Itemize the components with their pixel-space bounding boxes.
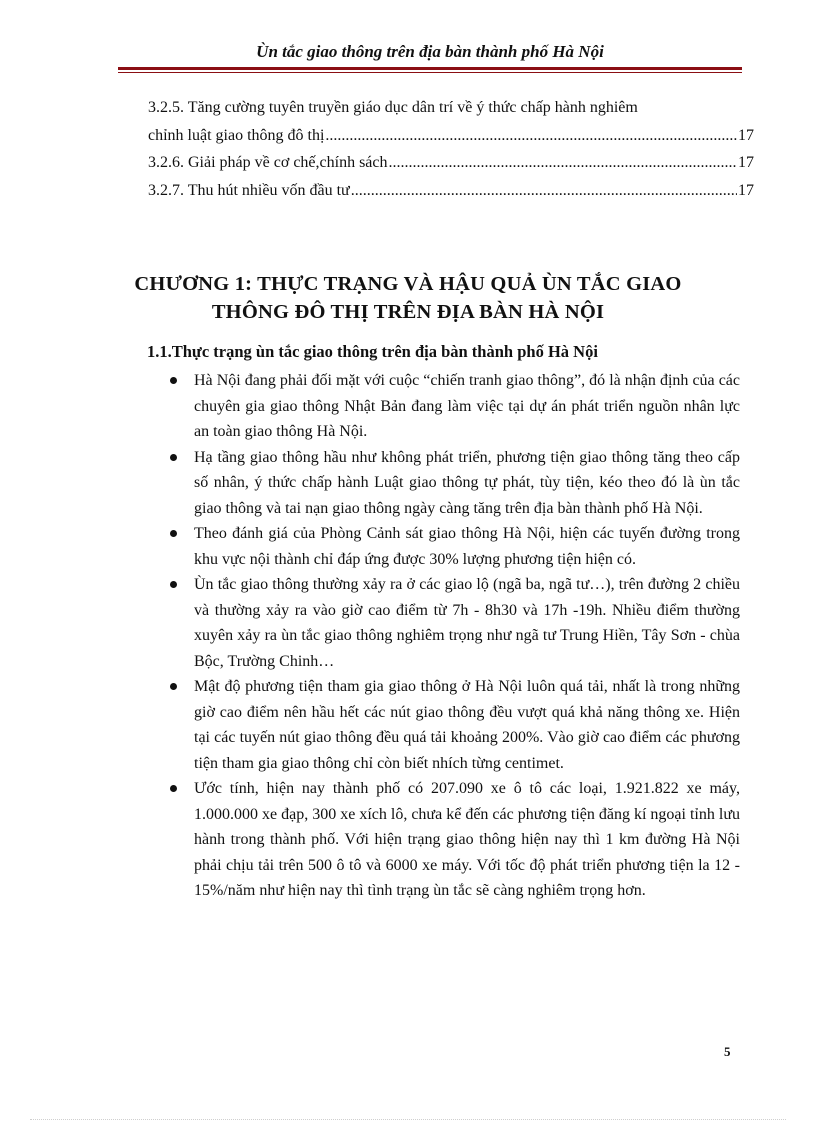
bullet-icon xyxy=(166,368,194,445)
chapter-heading xyxy=(118,270,698,326)
bullet-text: Hà Nội đang phải đối mặt với cuộc “chiến tranh giao thông”, đó là nhận định của các chuyên gia giao thông Nhật Bản đang làm việc tại dự án phát triển nguồn nhân lực an toàn giao thông Hà Nội. xyxy=(194,372,740,440)
toc-page-number: 17 xyxy=(738,181,754,199)
toc-leader-dots xyxy=(351,177,737,205)
chapter-heading-line: THÔNG ĐÔ THỊ TRÊN ĐỊA BÀN HÀ NỘI xyxy=(211,301,605,323)
header-rule-thick xyxy=(118,67,742,70)
bullet-icon xyxy=(166,674,194,776)
toc-page-number: 17 xyxy=(738,126,754,144)
bullet-text: Mật độ phương tiện tham gia giao thông ở Hà Nội luôn quá tải, nhất là trong những giờ cao điểm nên hầu hết các nút giao thông đều vượt quá khả năng thông xe. Hiện tại các tuyến nút giao thông đều quá tải khoảng 200%. Vào giờ cao điểm các phương tiện tham gia giao thông chỉ còn biết nhích từng centimet. xyxy=(194,678,740,772)
bullet-icon xyxy=(166,521,194,572)
bullet-text: Ùn tắc giao thông thường xảy ra ở các giao lộ (ngã ba, ngã tư…), trên đường 2 chiều và thường xảy ra vào giờ cao điểm từ 7h - 8h30 và 17h -19h. Nhiều điểm thường xuyên xảy ra ùn tắc giao thông nghiêm trọng như ngã tư Trung Hiền, Tây Sơn - chùa Bộc, Trường Chinh… xyxy=(194,576,740,670)
bullet-text: Hạ tầng giao thông hầu như không phát triển, phương tiện giao thông tăng theo cấp số nhân, ý thức chấp hành Luật giao thông tự phát, tùy tiện, kéo theo đó là ùn tắc giao thông và tai nạn giao thông ngày càng tăng trên địa bàn thành phố Hà Nội. xyxy=(194,448,740,517)
toc-entry[interactable] xyxy=(148,149,754,177)
bullet-item xyxy=(166,674,740,776)
bullet-item xyxy=(166,368,740,445)
bullet-item xyxy=(166,445,740,522)
bullet-text: Ước tính, hiện nay thành phố có 207.090 xe ô tô các loại, 1.921.822 xe máy, 1.000.000 xe đạp, 300 xe xích lô, chưa kể đến các phương tiện đăng kí ngoại tỉnh lưu hành trong thành phố. Với hiện trạng giao thông hiện nay thì 1 km đường Hà Nội phải chịu tải trên 500 ô tô và 6000 xe máy. Với tốc độ phát triển phương tiện la 12 - 15%/năm như hiện nay thì tình trạng ùn tắc sẽ càng nghiêm trọng hơn. xyxy=(194,780,740,899)
bullet-icon xyxy=(166,572,194,674)
bullet-icon xyxy=(166,776,194,904)
toc-page-number: 17 xyxy=(738,154,754,171)
page-bottom-border xyxy=(30,1119,786,1120)
section-heading: 1.1.Thực trạng ùn tắc giao thông trên địa bàn thành phố Hà Nội xyxy=(147,342,598,361)
bullet-text: Theo đánh giá của Phòng Cảnh sát giao thông Hà Nội, hiện các tuyến đường trong khu vực nội thành chỉ đáp ứng được 30% lượng phương tiện hiện có. xyxy=(194,525,740,568)
bullet-item xyxy=(166,572,740,674)
bullet-icon xyxy=(166,445,194,522)
toc-entry-text: 3.2.6. Giải pháp về cơ chế,chính sách xyxy=(148,154,388,171)
toc-entry-text: chỉnh luật giao thông đô thị xyxy=(148,126,325,144)
toc-entry[interactable] xyxy=(148,94,754,149)
bullet-item xyxy=(166,521,740,572)
header-rule-thin xyxy=(118,72,742,73)
table-of-contents xyxy=(148,94,754,204)
page-number: 5 xyxy=(724,1044,731,1059)
toc-leader-dots xyxy=(325,122,737,150)
toc-entry-text: 3.2.7. Thu hút nhiều vốn đầu tư xyxy=(148,181,350,199)
toc-entry-text: 3.2.5. Tăng cường tuyên truyền giáo dục dân trí về ý thức chấp hành nghiêm xyxy=(148,99,638,116)
bullet-item xyxy=(166,776,740,904)
page-header-title: Ùn tắc giao thông trên địa bàn thành phố Hà Nội xyxy=(256,42,604,61)
toc-leader-dots xyxy=(389,149,738,177)
bullet-list xyxy=(166,368,740,904)
chapter-heading-line: CHƯƠNG 1: THỰC TRẠNG VÀ HẬU QUẢ ÙN TẮC GIAO xyxy=(134,273,682,295)
toc-entry[interactable] xyxy=(148,177,754,205)
